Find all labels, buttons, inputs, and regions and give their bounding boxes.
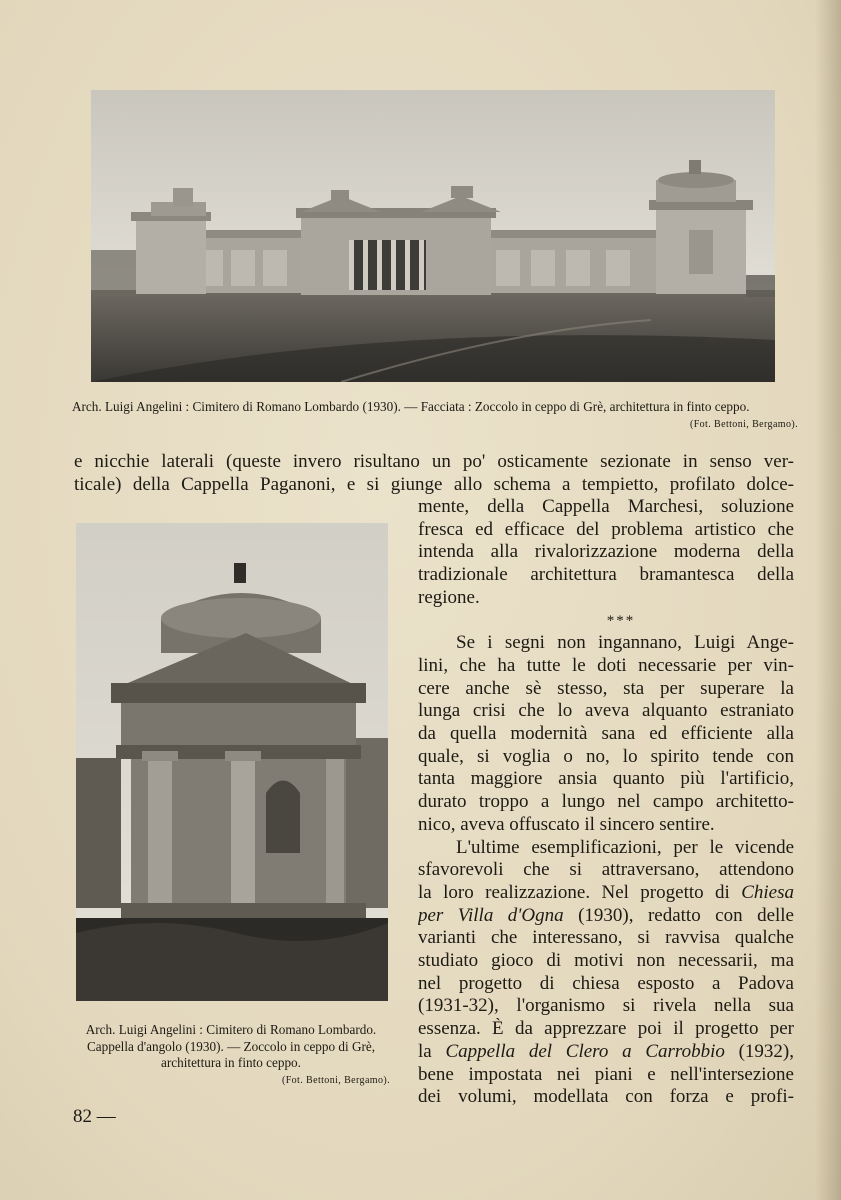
text-line: Se i segni non ingannano, Luigi Ange-: [456, 632, 794, 654]
italic-title: Cappella del Clero a Carrobbio: [445, 1040, 725, 1062]
text-line: lini, che ha tutte le doti necessarie per vin-: [418, 654, 794, 676]
body-text-full-width: [74, 451, 794, 496]
text-line: intenda alla rivalorizzazione moderna della: [418, 541, 794, 563]
body-text-column: [418, 496, 794, 1109]
page-fold-shadow: [815, 0, 841, 1200]
text-line: e nicchie laterali (queste invero risultano un po' osticamente sezionate in senso ver-: [74, 451, 794, 472]
text-line: regione.: [418, 586, 480, 608]
corner-chapel-photo: [76, 523, 388, 1001]
italic-title: Chiesa: [741, 881, 794, 903]
text-line: tanta maggiore ansia quanto più l'artificio,: [418, 768, 794, 790]
text-line: per Villa d'Ogna (1930), redatto con delle: [418, 904, 794, 926]
text-line: quale, si voglia o no, lo spirito tende con: [418, 745, 794, 767]
page-number: 82 —: [73, 1106, 116, 1127]
text-line: essenza. È da apprezzare poi il progetto per: [418, 1018, 794, 1040]
text-line: nico, aveva offuscato il sincero sentire.: [418, 813, 715, 835]
left-caption-line: Arch. Luigi Angelini : Cimitero di Romano Lombardo.: [85, 1022, 377, 1037]
left-caption-line: architettura in finto ceppo.: [161, 1055, 301, 1070]
text-line: studiato gioco di motivi non necessarii, ma: [418, 950, 794, 972]
text-line: cere anche sè stesso, sta per superare la: [418, 677, 794, 699]
text-line: durato troppo a lungo nel campo architetto-: [418, 791, 794, 813]
cemetery-facade-photo: [91, 90, 775, 382]
text-line: L'ultime esemplificazioni, per le vicende: [456, 836, 794, 858]
text-line: bene impostata nei piani e nell'intersezione: [418, 1063, 794, 1085]
text-line: sfavorevoli che si attraversano, attendono: [418, 859, 794, 881]
text-line: ticale) della Cappella Paganoni, e si giunge allo schema a tempietto, profilato dolce-: [74, 473, 794, 495]
top-caption-text: Arch. Luigi Angelini : Cimitero di Romano Lombardo (1930). — Facciata : Zoccolo in ceppo di Grè, architettura in finto ceppo.: [72, 399, 750, 414]
left-caption-line: Cappella d'angolo (1930). — Zoccolo in ceppo di Grè,: [86, 1038, 376, 1054]
left-photo-caption: [72, 1022, 390, 1089]
text-line: dei volumi, modellata con forza e profi-: [418, 1086, 794, 1108]
text-line: tradizionale architettura bramantesca della: [418, 564, 794, 586]
text-line: fresca ed efficace del problema artistico che: [418, 518, 794, 540]
text-line: mente, della Cappella Marchesi, soluzione: [418, 496, 794, 517]
text-line: (1931-32), l'organismo si rivela nella sua: [418, 995, 794, 1017]
section-separator: ***: [606, 612, 636, 629]
top-photo-caption: [72, 398, 798, 433]
italic-title: per Villa d'Ogna: [418, 904, 564, 926]
text-line: la Cappella del Clero a Carrobbio (1932),: [418, 1040, 794, 1062]
text-line: lunga crisi che lo aveva alquanto estraniato: [418, 700, 794, 722]
text-line: la loro realizzazione. Nel progetto di Chiesa: [418, 881, 794, 903]
text-line: nel progetto di chiesa esposto a Padova: [418, 972, 794, 994]
left-photo-credit: (Fot. Bettoni, Bergamo).: [281, 1074, 390, 1086]
text-line: da quella modernità sana ed efficiente alla: [418, 723, 794, 745]
top-photo-credit: (Fot. Bettoni, Bergamo).: [689, 419, 798, 430]
text-line: varianti che interessano, si ravvisa qualche: [418, 927, 794, 949]
